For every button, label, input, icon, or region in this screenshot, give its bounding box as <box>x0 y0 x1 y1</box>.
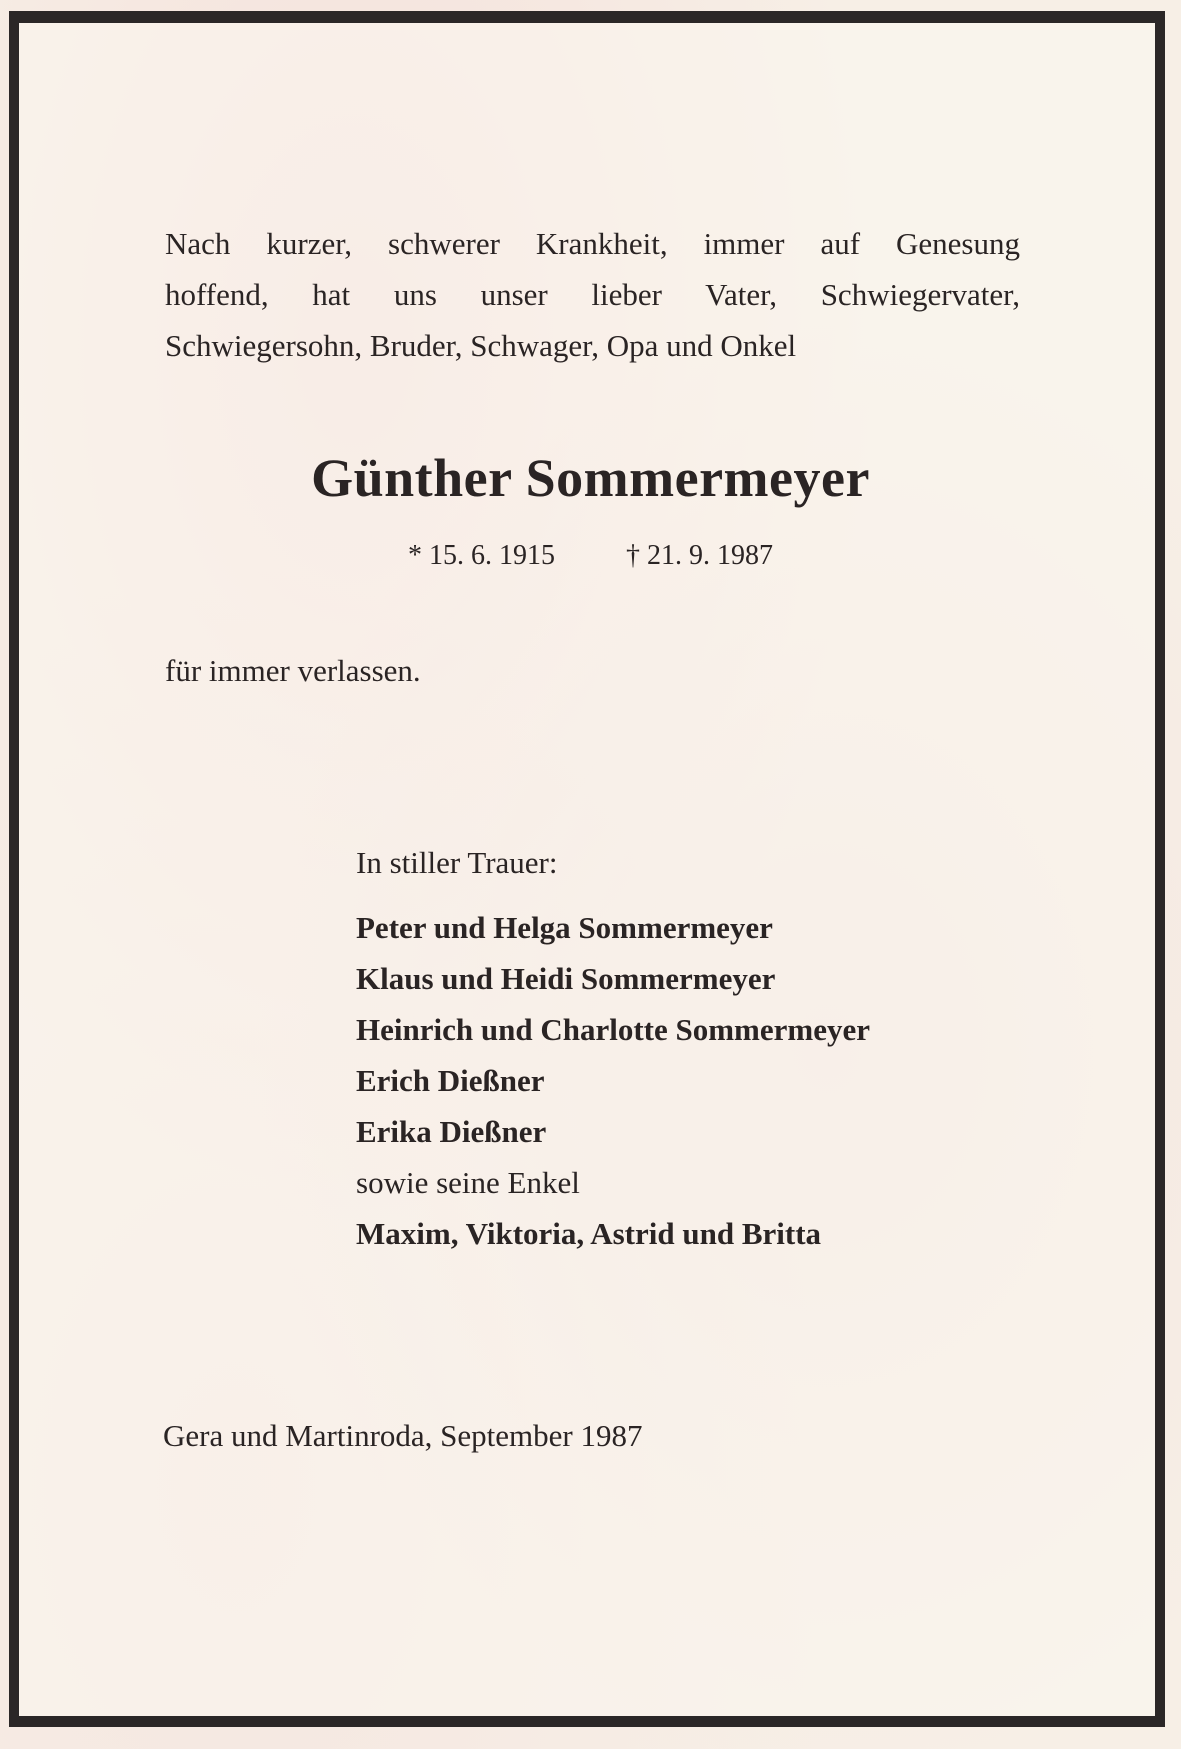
grandchildren-intro: sowie seine Enkel <box>356 1165 580 1200</box>
mourning-heading: In stiller Trauer: <box>356 845 558 880</box>
mourners-block <box>356 837 870 1259</box>
death-date: † 21. 9. 1987 <box>626 540 773 571</box>
intro-line: hoffend, hat uns unser lieber Vater, Schwiegervater, <box>165 277 1020 312</box>
birth-date: * 15. 6. 1915 <box>408 540 555 571</box>
place-and-date: Gera und Martinroda, September 1987 <box>163 1418 643 1453</box>
mourner: Erich Dießner <box>356 1063 545 1098</box>
intro-line: Nach kurzer, schwerer Krankheit, immer auf Genesung <box>165 226 1020 261</box>
intro-paragraph <box>165 218 1020 371</box>
grandchildren: Maxim, Viktoria, Astrid und Britta <box>356 1216 822 1251</box>
mourner: Heinrich und Charlotte Sommermeyer <box>356 1012 870 1047</box>
life-dates <box>0 530 1181 581</box>
closing-text: für immer verlassen. <box>165 653 421 688</box>
deceased-name: Günther Sommermeyer <box>311 448 870 508</box>
mourner: Klaus und Heidi Sommermeyer <box>356 961 776 996</box>
mourner: Erika Dießner <box>356 1114 547 1149</box>
mourner: Peter und Helga Sommermeyer <box>356 910 773 945</box>
intro-line: Schwiegersohn, Bruder, Schwager, Opa und Onkel <box>165 328 797 363</box>
